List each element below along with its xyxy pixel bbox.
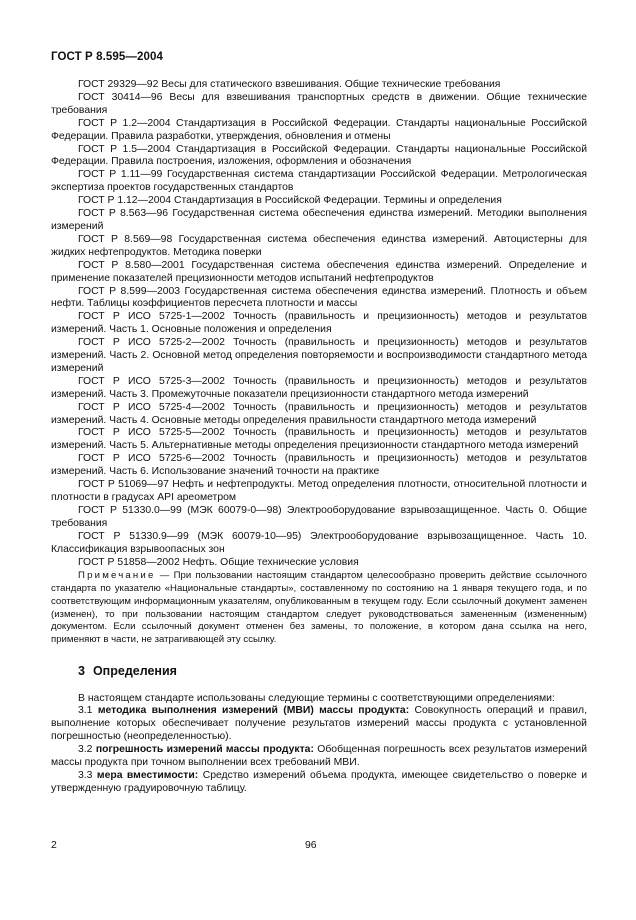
definition-number: 3.3 [78,770,93,781]
definition-term: методика выполнения измерений (МВИ) массы продукта: [97,705,410,717]
page-number-left: 2 [51,840,57,851]
definition-number: 3.1 [78,705,93,717]
reference-item: ГОСТ Р 8.569—98 Государственная система обеспечения единства измерений. Автоцистерны для жидких нефтепродуктов. Методика поверки [51,233,587,258]
definition-term: погрешность измерений массы продукта: [95,744,314,756]
definition-item [51,705,587,744]
section-intro: В настоящем стандарте использованы следующие термины с соответствующими определениями: [78,692,555,704]
reference-item: ГОСТ Р 51069—97 Нефть и нефтепродукты. Метод определения плотности, относительной плотности и плотности в градусах API ареометром [51,479,587,503]
reference-item: ГОСТ Р ИСО 5725-4—2002 Точность (правильность и прецизионность) методов и результатов измерений. Часть 4. Основные методы определения правильности стандартного метода измерений [51,401,587,426]
definition-number: 3.2 [78,744,93,756]
reference-item: ГОСТ Р ИСО 5725-1—2002 Точность (правильность и прецизионность) методов и результатов измерений. Часть 1. Основные положения и определения [51,311,587,336]
reference-item: ГОСТ Р 51330.0—99 (МЭК 60079-0—98) Электрооборудование взрывозащищенное. Часть 0. Общие требования [51,504,587,529]
definition-item [51,770,587,796]
note-text: — При пользовании настоящим стандартом целесообразно проверить действие ссылочного стандарта по указателю «Национальные стандарты», составленному по состоянию на 1 января текущего года, и по соответствующим информационным указателям, опубликованным в текущем году. Если ссылочный документ заменен (изменен), то при пользовании настоящим стандартом следует руководствоваться замененным (измененным) документом. Если ссылочный документ отменен без замены, то положение, в котором дана ссылка на него, применяют в части, не затрагивающей эту ссылку. [51,570,587,645]
definition-term: мера вместимости: [96,770,199,781]
reference-item: ГОСТ Р 8.563—96 Государственная система обеспечения единства измерений. Методики выполнения измерений [51,208,587,232]
definition-text: Средство измерений объема продукта, имеющее свидетельство о поверке и утвержденную градуировочную таблицу. [51,770,587,794]
reference-item: ГОСТ Р ИСО 5725-3—2002 Точность (правильность и прецизионность) методов и результатов измерений. Часть 3. Промежуточные показатели прецизионности стандартного метода измерений [51,375,587,400]
reference-item: ГОСТ Р 8.599—2003 Государственная система обеспечения единства измерений. Плотность и объем нефти. Таблицы коэффициентов пересчета плотности и массы [51,285,587,310]
definition-text: Совокупность операций и правил, выполнение которых обеспечивает получение результатов измерений массы продукта с установленной погрешностью (неопределенностью). [51,705,587,743]
document-header: ГОСТ Р 8.595—2004 [51,51,163,63]
reference-item: ГОСТ 29329—92 Весы для статического взвешивания. Общие технические требования [78,79,501,90]
references-list [51,79,587,569]
reference-item: ГОСТ Р ИСО 5725-2—2002 Точность (правильность и прецизионность) методов и результатов измерений. Часть 2. Основной метод определения повторяемости и воспроизводимости стандартного метода измерений [51,337,587,374]
reference-item: ГОСТ Р 1.11—99 Государственная система стандартизации Российской Федерации. Метрологическая экспертиза проектов государственных стандартов [51,169,587,194]
page-number-center: 96 [305,840,317,851]
definition-item [51,744,587,770]
reference-item: ГОСТ Р ИСО 5725-6—2002 Точность (правильность и прецизионность) методов и результатов измерений. Часть 6. Использование значений точности на практике [51,453,587,478]
reference-item: ГОСТ Р 1.5—2004 Стандартизация в Российской Федерации. Стандарты национальные Российской Федерации. Правила построения, изложения, оформления и обозначения [51,143,587,168]
reference-item: ГОСТ Р ИСО 5725-5—2002 Точность (правильность и прецизионность) методов и результатов измерений. Часть 5. Альтернативные методы определения прецизионности стандартного метода измерений [51,427,587,452]
document-body [51,79,587,796]
section-heading [51,665,587,678]
note-paragraph [51,570,587,646]
reference-item: ГОСТ 30414—96 Весы для взвешивания транспортных средств в движении. Общие технические требования [51,91,587,116]
reference-item: ГОСТ Р 51330.9—99 (МЭК 60079-10—95) Электрооборудование взрывозащищенное. Часть 10. Классификация взрывоопасных зон [51,530,587,555]
reference-item: ГОСТ Р 8.580—2001 Государственная система обеспечения единства измерений. Определение и применение показателей прецизионности методов испытаний нефтепродуктов [51,259,587,284]
section-number: 3 [78,663,85,678]
section-title: Определения [92,663,177,678]
reference-item: ГОСТ Р 1.12—2004 Стандартизация в Российской Федерации. Термины и определения [78,195,502,207]
note-label: Примечание [78,570,156,582]
definition-text: Обобщенная погрешность всех результатов измерений массы продукта при точном выполнении всех требований МВИ. [51,744,587,769]
reference-item: ГОСТ Р 51858—2002 Нефть. Общие технические условия [78,556,359,568]
reference-item: ГОСТ Р 1.2—2004 Стандартизация в Российской Федерации. Стандарты национальные Российской Федерации. Правила разработки, утверждения, обновления и отмены [51,117,587,142]
